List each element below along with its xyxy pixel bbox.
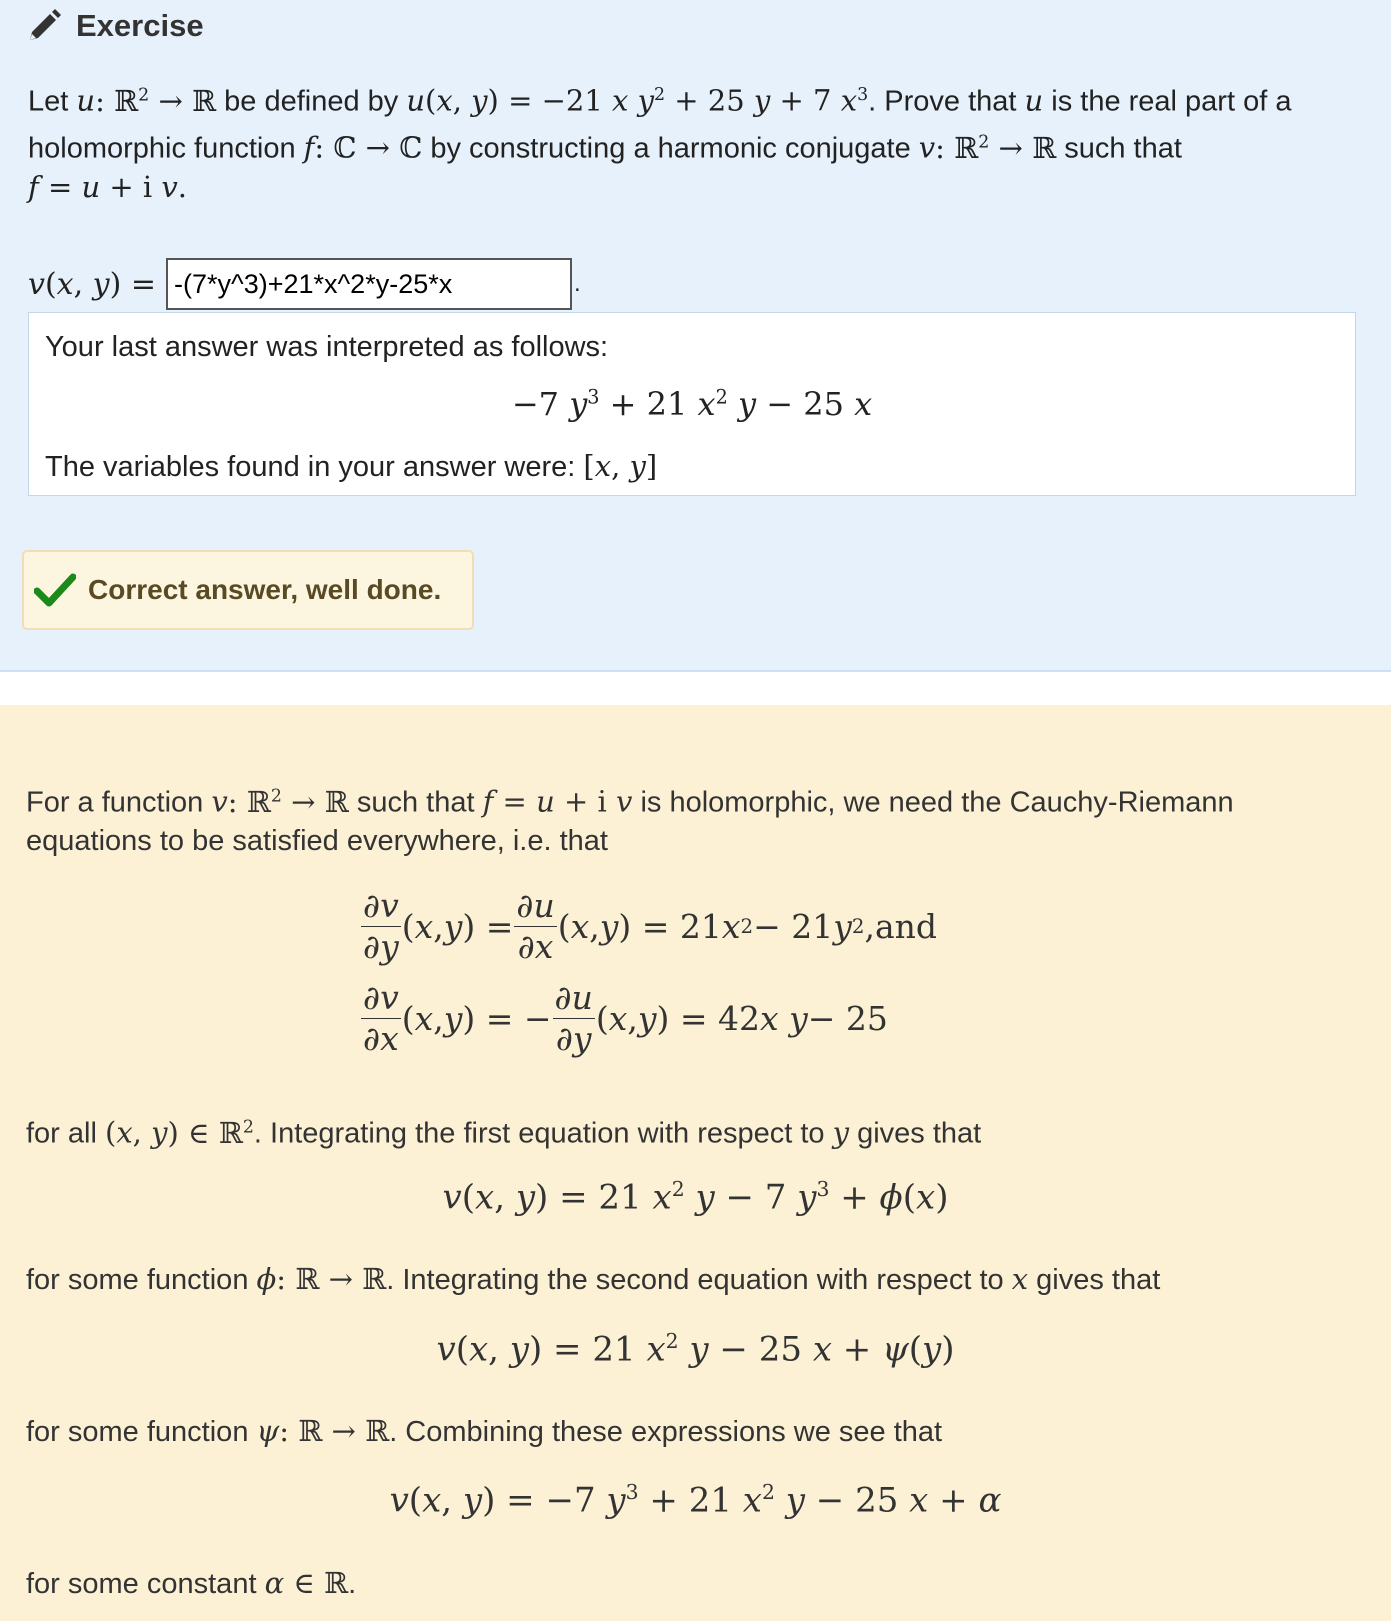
answer-input[interactable] bbox=[166, 258, 572, 310]
answer-label: v(x, y) = bbox=[28, 266, 157, 302]
interpreted-expression: −7 $y^3 + 21$ $x^2$ y − 25 x bbox=[511, 385, 873, 423]
feedback-text: Correct answer, well done. bbox=[88, 574, 442, 605]
equation-v-second: v(x, y) = 21 $x^2$ y − 25 x + ψ(y) bbox=[436, 1329, 955, 1370]
validation-box bbox=[28, 312, 1356, 496]
equation-v-final: v(x, y) = −7 $y^3 + 21$ $x^2$ y − 25 x + α bbox=[389, 1480, 1002, 1521]
cr-equation-2: $\frac{\partial v}{\partial x}$ ( x , y ) = − $\frac{\partial u}{\partial y}$ ( x , y ) = 42 x y − 25 bbox=[363, 977, 888, 1058]
question-line-1: Let u: ℝ$^2$ → ℝ be defined by u(x, y) = −21 x $y^2 + 25$ y + 7 $x^3$. Prove that u is the real part of a bbox=[28, 83, 1292, 118]
checkmark-icon bbox=[34, 572, 76, 608]
pencil-icon bbox=[26, 8, 62, 44]
solution-line-5: for some function ψ: ℝ → ℝ. Combining these expressions we see that bbox=[26, 1414, 943, 1448]
exercise-header bbox=[26, 8, 204, 44]
question-line-2: holomorphic function f: ℂ → ℂ by constructing a harmonic conjugate v: ℝ$^2$ → ℝ such that bbox=[28, 130, 1182, 165]
solution-line-4: for some function ϕ: ℝ → ℝ. Integrating the second equation with respect to x gives that bbox=[26, 1262, 1161, 1296]
exercise-panel bbox=[0, 0, 1391, 672]
exercise-title: Exercise bbox=[76, 8, 204, 43]
feedback-correct bbox=[22, 550, 474, 630]
cr-equation-1: $\frac{\partial v}{\partial y}$ ( x , y ) = $\frac{\partial u}{\partial x}$ ( x , y ) = 21 x 2 − 21 y 2 , and bbox=[363, 885, 938, 966]
interpretation-label: Your last answer was interpreted as follows: bbox=[45, 331, 609, 363]
solution-line-3: for all (x, y) ∈ ℝ$^2$. Integrating the first equation with respect to y gives that bbox=[26, 1115, 982, 1150]
variables-found: The variables found in your answer were: [x, y] bbox=[45, 449, 658, 483]
question-line-3: f = u + i v. bbox=[28, 170, 188, 204]
cauchy-riemann-equations bbox=[360, 880, 937, 1064]
solution-line-1: For a function v: ℝ$^2$ → ℝ such that f = u + i v is holomorphic, we need the Cauchy-Riemann bbox=[26, 784, 1234, 819]
answer-row: v(x, y) = -(7*y^3)+21*x^2*y-25*x . bbox=[28, 258, 581, 310]
solution-line-2: equations to be satisfied everywhere, i.e. that bbox=[26, 825, 608, 857]
equation-v-first: v(x, y) = 21 $x^2$ y − 7 $y^3 + \phi(x)$ bbox=[442, 1177, 949, 1218]
solution-line-6: for some constant α ∈ ℝ. bbox=[26, 1566, 357, 1600]
